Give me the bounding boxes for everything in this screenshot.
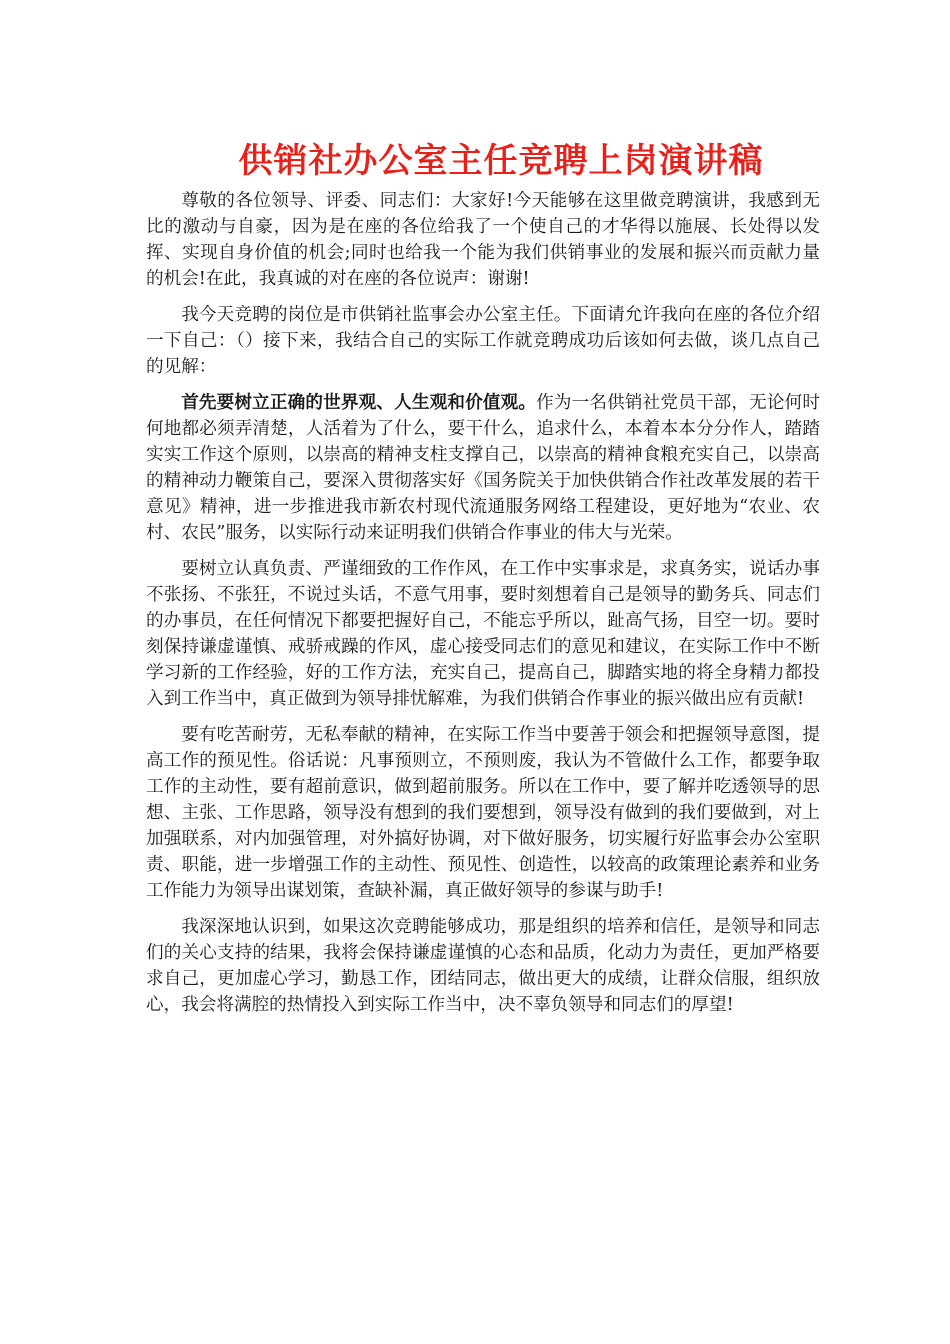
paragraph-lead: 首先要树立正确的世界观、人生观和价值观。 [181,392,537,413]
paragraph-text: 我今天竞聘的岗位是市供销社监事会办公室主任。下面请允许我向在座的各位介绍一下自己：（）接下来，我结合自己的实际工作就竞聘成功后该如何去做，谈几点自己的见解： [146,305,820,377]
paragraph-text: 要树立认真负责、严谨细致的工作作风，在工作中实事求是，求真务实，说话办事不张扬、不张狂，不说过头话，不意气用事，要时刻想着自己是领导的勤务兵、同志们的办事员，在任何情况下都要把握好自己，不能忘乎所以，趾高气扬，目空一切。要时刻保持谦虚谨慎、戒骄戒躁的作风，虚心接受同志们的意见和建议，在实际工作中不断学习新的工作经验，好的工作方法，充实自己，提高自己，脚踏实地的将全身精力都投入到工作当中，真正做到为领导排忧解难，为我们供销合作事业的振兴做出应有贡献! [146,559,820,709]
paragraph-work-style [146,556,820,712]
document-title: 供销社办公室主任竞聘上岗演讲稿 [238,141,764,181]
paragraph-text: 要有吃苦耐劳，无私奉献的精神，在实际工作当中要善于领会和把握领导意图，提高工作的预见性。俗话说：凡事预则立，不预则废，我认为不管做什么工作，都要争取工作的主动性，要有超前意识，做到超前服务。所以在工作中，要了解并吃透领导的思想、主张、工作思路，领导没有想到的我们要想到，领导没有做到的我们要做到，对上加强联系，对内加强管理，对外搞好协调，对下做好服务，切实履行好监事会办公室职责、职能，进一步增强工作的主动性、预见性、创造性，以较高的政策理论素养和业务工作能力为领导出谋划策，查缺补漏，真正做好领导的参谋与助手! [146,725,820,901]
paragraph-greeting [146,188,820,292]
document-body [146,188,820,1028]
paragraph-dedication [146,722,820,904]
paragraph-closing [146,914,820,1018]
paragraph-text: 作为一名供销社党员干部，无论何时何地都必须弄清楚，人活着为了什么，要干什么，追求什么，本着本本分分作人，踏踏实实工作这个原则，以崇高的精神支柱支撑自己，以崇高的精神食粮充实自己，以崇高的精神动力鞭策自己，要深入贯彻落实好《国务院关于加快供销合作社改革发展的若干意见》精神，进一步推进我市新农村现代流通服务网络工程建设，更好地为“农业、农村、农民”服务，以实际行动来证明我们供销合作事业的伟大与光荣。 [146,393,820,543]
paragraph-text: 尊敬的各位领导、评委、同志们：大家好!今天能够在这里做竞聘演讲，我感到无比的激动与自豪，因为是在座的各位给我了一个使自己的才华得以施展、长处得以发挥、实现自身价值的机会;同时也给我一个能为我们供销事业的发展和振兴而贡献力量的机会!在此，我真诚的对在座的各位说声：谢谢! [146,191,820,289]
paragraph-worldview [146,390,820,546]
paragraph-introduction [146,302,820,380]
paragraph-text: 我深深地认识到，如果这次竞聘能够成功，那是组织的培养和信任，是领导和同志们的关心支持的结果，我将会保持谦虚谨慎的心态和品质，化动力为责任，更加严格要求自己，更加虚心学习，勤恳工作，团结同志，做出更大的成绩，让群众信服，组织放心，我会将满腔的热情投入到实际工作当中，决不辜负领导和同志们的厚望! [146,917,820,1015]
